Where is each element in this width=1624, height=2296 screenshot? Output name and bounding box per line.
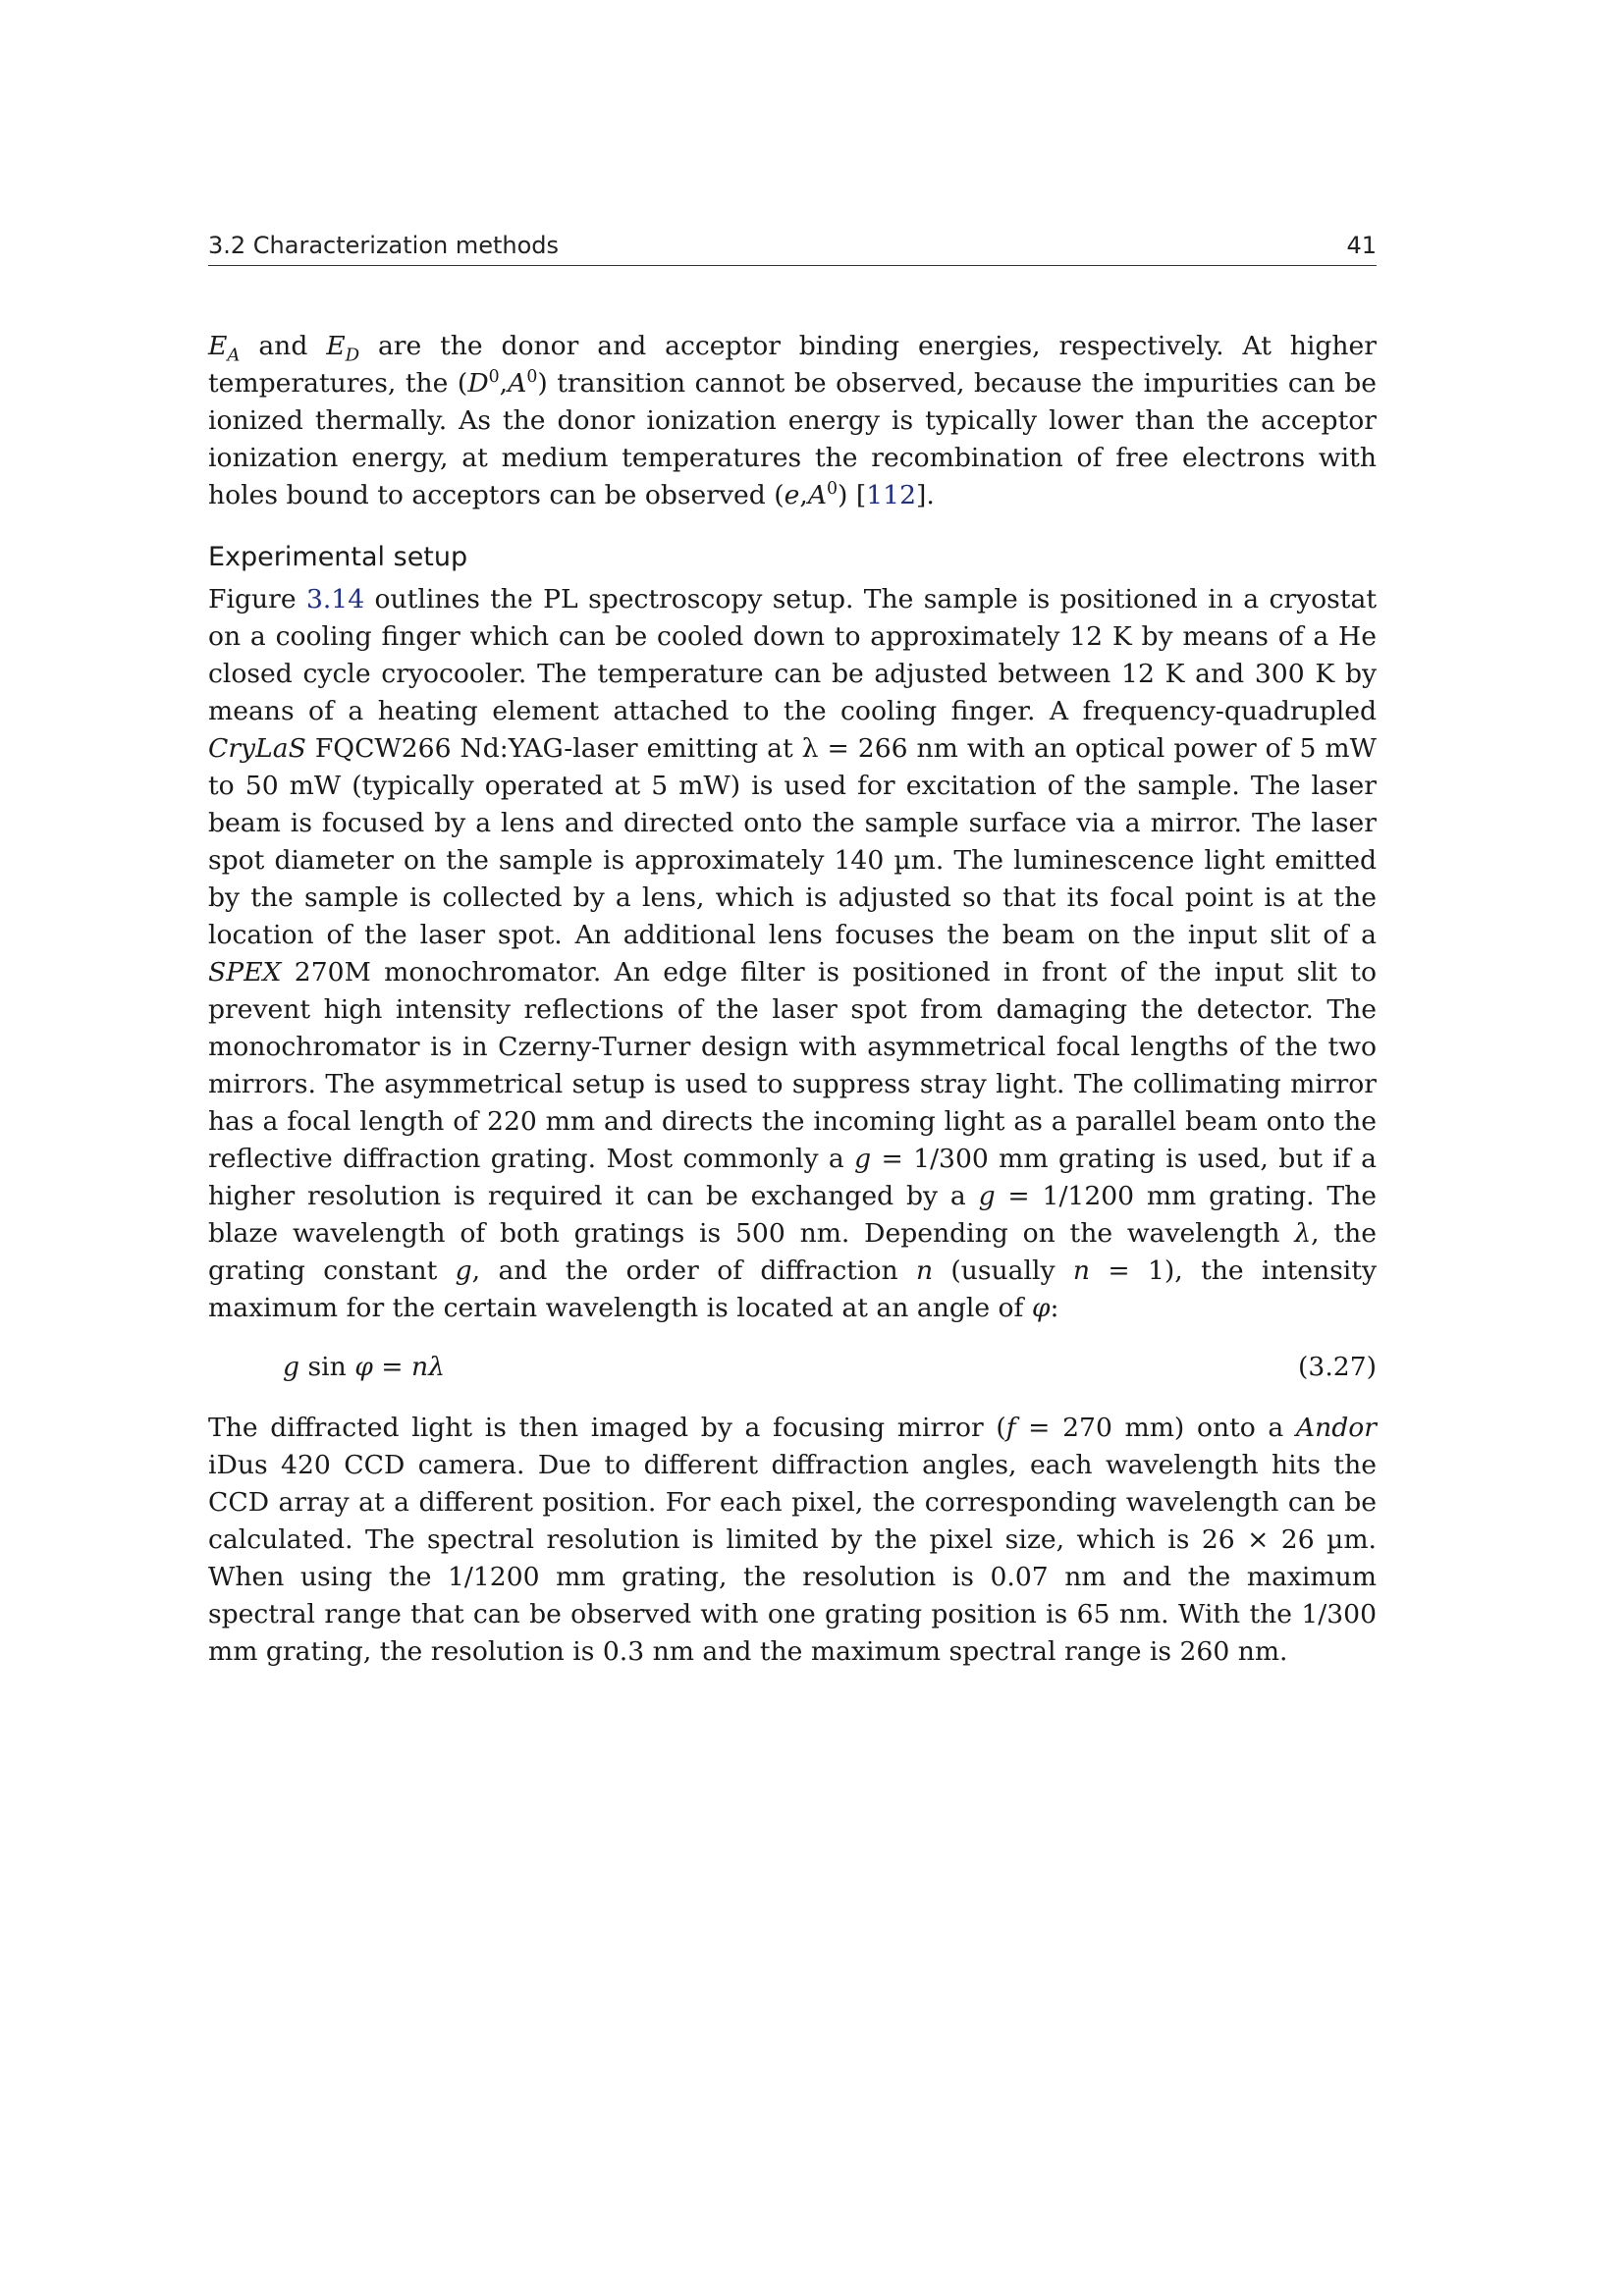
body-text bbox=[208, 328, 1377, 1671]
math-ed-sub: D bbox=[345, 345, 360, 366]
equation-3-27 bbox=[208, 1349, 1377, 1386]
math-ea-sub: A bbox=[227, 345, 241, 366]
paragraph-ccd-camera: The diffracted light is then imaged by a focusing mirror (f = 270 mm) onto a Andor iDus 420 CCD camera. Due to different diffraction angles, each wavelength hits the CCD array at a different position. For each pixel, the corresponding wavelength can be calculated. The spectral resolution is limited by the pixel size, which is 26 × 26 µm. When using the 1/1200 mm grating, the resolution is 0.07 nm and the maximum spectral range that can be observed with one grating position is 65 nm. With the 1/300 mm grating, the resolution is 0.3 nm and the maximum spectral range is 260 nm. bbox=[208, 1413, 1378, 1667]
citation-link[interactable]: 112 bbox=[866, 480, 917, 510]
math-ea: E bbox=[208, 331, 228, 361]
equation-body: g sin φ = nλ bbox=[283, 1352, 446, 1382]
subheading: Experimental setup bbox=[208, 542, 468, 572]
paragraph-binding-energies: $E_A$ and $E_D$ are the donor and acceptor binding energies, respectively. At higher temperatures, the $(D^0,A^0)$ transition cannot be observed, because the impurities can be ionized thermally. As the donor ionization energy is typically lower than the acceptor ionization energy, at medium temperatures the recombination of free electrons with holes bound to acceptors can be observed $(e,A^0)$ [112]. bbox=[208, 331, 1377, 510]
equation-number: (3.27) bbox=[1298, 1352, 1377, 1382]
page-number: 41 bbox=[1346, 232, 1377, 259]
math-ed: E bbox=[326, 331, 346, 361]
paragraph-experimental-setup: Figure 3.14 outlines the PL spectroscopy setup. The sample is positioned in a cryostat on a cooling finger which can be cooled down to approximately 12 K by means of a He closed cycle cryocooler. The temperature can be adjusted between 12 K and 300 K by means of a heating element attached to the cooling finger. A frequency-quadrupled CryLaS FQCW266 Nd:YAG-laser emitting at λ = 266 nm with an optical power of 5 mW to 50 mW (typically operated at 5 mW) is used for excitation of the sample. The laser beam is focused by a lens and directed onto the sample surface via a mirror. The laser spot diameter on the sample is approximately 140 µm. The luminescence light emitted by the sample is collected by a lens, which is adjusted so that its focal point is at the location of the laser spot. An additional lens focuses the beam on the input slit of a SPEX 270M monochromator. An edge filter is positioned in front of the input slit to prevent high intensity reflections of the laser spot from damaging the detector. The monochromator is in Czerny-Turner design with asymmetrical focal lengths of the two mirrors. The asymmetrical setup is used to suppress stray light. The collimating mirror has a focal length of 220 mm and directs the incoming light as a parallel beam onto the reflective diffraction grating. Most commonly a g = 1/300 mm grating is used, but if a higher resolution is required it can be exchanged by a g = 1/1200 mm grating. The blaze wavelength of both gratings is 500 nm. Depending on the wavelength λ, the grating constant g, and the order of diffraction n (usually n = 1), the intensity maximum for the certain wavelength is located at an angle of φ: bbox=[208, 584, 1378, 1323]
section-title: 3.2 Characterization methods bbox=[208, 232, 560, 259]
running-header bbox=[208, 232, 1377, 266]
figure-reference-link[interactable]: 3.14 bbox=[305, 584, 365, 614]
